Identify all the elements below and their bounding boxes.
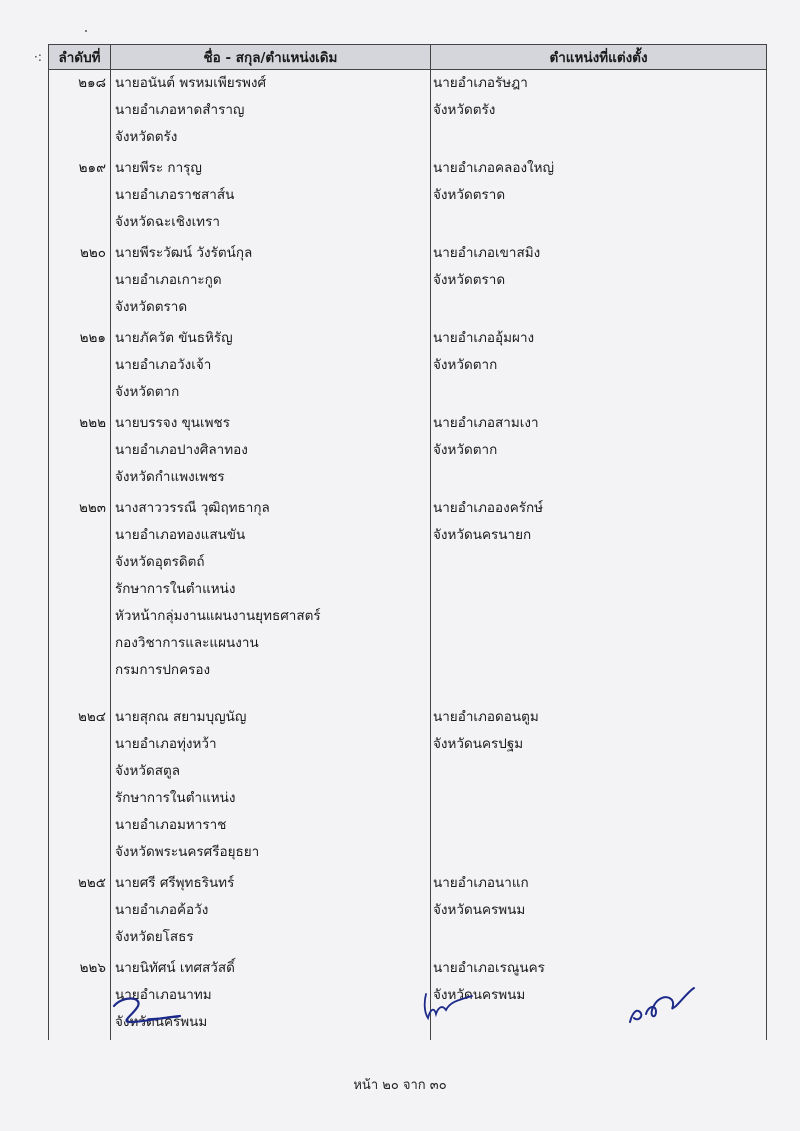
position-line: นายอำเภอคลองใหญ่	[433, 160, 555, 176]
name-line: จังหวัดพระนครศรีอยุธยา	[115, 844, 260, 860]
position-line: จังหวัดตราด	[433, 187, 506, 203]
position-line: นายอำเภอเรณูนคร	[433, 960, 545, 976]
name-line: จังหวัดสตูล	[115, 763, 181, 779]
table-row	[49, 325, 767, 406]
row-name-cell	[111, 325, 431, 406]
position-line: นายอำเภอดอนตูม	[433, 709, 539, 725]
spacer-cell	[49, 684, 111, 704]
name-line: นายภัควัต ขันธหิรัญ	[115, 330, 233, 346]
name-line: กองวิชาการและแผนงาน	[115, 635, 259, 651]
row-number: ๒๒๒	[49, 410, 111, 491]
name-line: นายนิทัศน์ เทศสวัสดิ์	[115, 960, 235, 976]
name-line: นายอำเภอทุ่งหว้า	[115, 736, 217, 752]
signature-right	[622, 984, 702, 1028]
name-line: นายอำเภอมหาราช	[115, 817, 227, 833]
name-line: จังหวัดฉะเชิงเทรา	[115, 214, 220, 230]
header-position: ตำแหน่งที่แต่งตั้ง	[431, 45, 767, 70]
table-row	[49, 495, 767, 684]
row-number: ๒๒๕	[49, 870, 111, 951]
table-row	[49, 70, 767, 152]
page-number: หน้า ๒๐ จาก ๓๐	[353, 1078, 447, 1093]
name-line: นายอำเภอวังเจ้า	[115, 357, 212, 373]
row-number: ๒๑๘	[49, 70, 111, 152]
row-position-cell	[431, 955, 767, 1036]
name-line: นายสุกณ สยามบุญนัญ	[115, 709, 247, 725]
name-line: นายบรรจง ขุนเพชร	[115, 415, 230, 431]
name-line: จังหวัดนครพนม	[115, 1014, 208, 1030]
row-number: ๒๑๙	[49, 155, 111, 236]
row-position-cell	[431, 325, 767, 406]
name-line: กรมการปกครอง	[115, 662, 211, 678]
appointment-table	[48, 44, 767, 1040]
name-line: นางสาววรรณี วุฒิฤทธากุล	[115, 500, 270, 516]
table-row	[49, 704, 767, 866]
table-row	[49, 155, 767, 236]
spacer-cell	[431, 684, 767, 704]
name-line: จังหวัดกำแพงเพชร	[115, 469, 225, 485]
scan-speck	[85, 30, 87, 32]
row-name-cell	[111, 410, 431, 491]
row-position-cell	[431, 870, 767, 951]
spacer-cell	[431, 1036, 767, 1040]
name-line: จังหวัดตราด	[115, 299, 188, 315]
position-line: นายอำเภอเขาสมิง	[433, 245, 541, 261]
margin-dots: ·:	[34, 50, 42, 64]
position-line: จังหวัดตรัง	[433, 102, 496, 118]
table-row	[49, 870, 767, 951]
position-line: นายอำเภอรัษฎา	[433, 75, 528, 91]
name-line: จังหวัดยโสธร	[115, 929, 194, 945]
row-name-cell	[111, 240, 431, 321]
table-body	[49, 70, 767, 1041]
row-position-cell	[431, 155, 767, 236]
name-line: นายอำเภอนาทม	[115, 987, 212, 1003]
row-position-cell	[431, 495, 767, 684]
name-line: นายศรี ศรีพุทธรินทร์	[115, 875, 235, 891]
position-line: นายอำเภอสามเงา	[433, 415, 539, 431]
row-position-cell	[431, 70, 767, 152]
name-line: นายอำเภอหาดสำราญ	[115, 102, 245, 118]
spacer-cell	[111, 684, 431, 704]
row-spacer	[49, 1036, 767, 1040]
position-line: จังหวัดนครพนม	[433, 902, 526, 918]
name-line: รักษาการในตำแหน่ง	[115, 790, 236, 806]
name-line: นายอำเภอทองแสนขัน	[115, 527, 246, 543]
name-line: นายอำเภอปางศิลาทอง	[115, 442, 248, 458]
name-line: นายอำเภอค้อวัง	[115, 902, 209, 918]
row-name-cell	[111, 155, 431, 236]
name-line: หัวหน้ากลุ่มงานแผนงานยุทธศาสตร์	[115, 608, 321, 624]
position-line: จังหวัดตาก	[433, 357, 498, 373]
row-position-cell	[431, 410, 767, 491]
signature-left	[108, 992, 188, 1032]
table-row	[49, 240, 767, 321]
row-spacer	[49, 684, 767, 704]
name-line: นายอำเภอราชสาส์น	[115, 187, 235, 203]
row-name-cell	[111, 870, 431, 951]
name-line: นายพีระ การุญ	[115, 160, 202, 176]
name-line: นายอนันต์ พรหมเพียรพงศ์	[115, 75, 267, 91]
position-line: นายอำเภอองครักษ์	[433, 500, 544, 516]
table-row	[49, 410, 767, 491]
name-line: จังหวัดอุตรดิตถ์	[115, 554, 205, 570]
position-line: นายอำเภอนาแก	[433, 875, 529, 891]
row-number: ๒๒๑	[49, 325, 111, 406]
position-line: จังหวัดนครพนม	[433, 987, 526, 1003]
position-line: จังหวัดตราด	[433, 272, 506, 288]
row-name-cell	[111, 70, 431, 152]
row-number: ๒๒๓	[49, 495, 111, 684]
row-number: ๒๒๐	[49, 240, 111, 321]
row-number: ๒๒๖	[49, 955, 111, 1036]
header-name: ชื่อ - สกุล/ตำแหน่งเดิม	[111, 45, 431, 70]
position-line: จังหวัดนครปฐม	[433, 736, 524, 752]
table-header-row	[49, 45, 767, 70]
name-line: รักษาการในตำแหน่ง	[115, 581, 236, 597]
signature-middle	[418, 988, 478, 1024]
name-line: นายพีระวัฒน์ วังรัตน์กุล	[115, 245, 253, 261]
position-line: นายอำเภออุ้มผาง	[433, 330, 535, 346]
spacer-cell	[111, 1036, 431, 1040]
position-line: จังหวัดนครนายก	[433, 527, 532, 543]
spacer-cell	[49, 1036, 111, 1040]
row-position-cell	[431, 240, 767, 321]
name-line: จังหวัดตาก	[115, 384, 180, 400]
position-line: จังหวัดตาก	[433, 442, 498, 458]
row-position-cell	[431, 704, 767, 866]
name-line: นายอำเภอเกาะกูด	[115, 272, 222, 288]
row-name-cell	[111, 495, 431, 684]
row-number: ๒๒๔	[49, 704, 111, 866]
name-line: จังหวัดตรัง	[115, 129, 178, 145]
header-number: ลำดับที่	[49, 45, 111, 70]
row-name-cell	[111, 704, 431, 866]
